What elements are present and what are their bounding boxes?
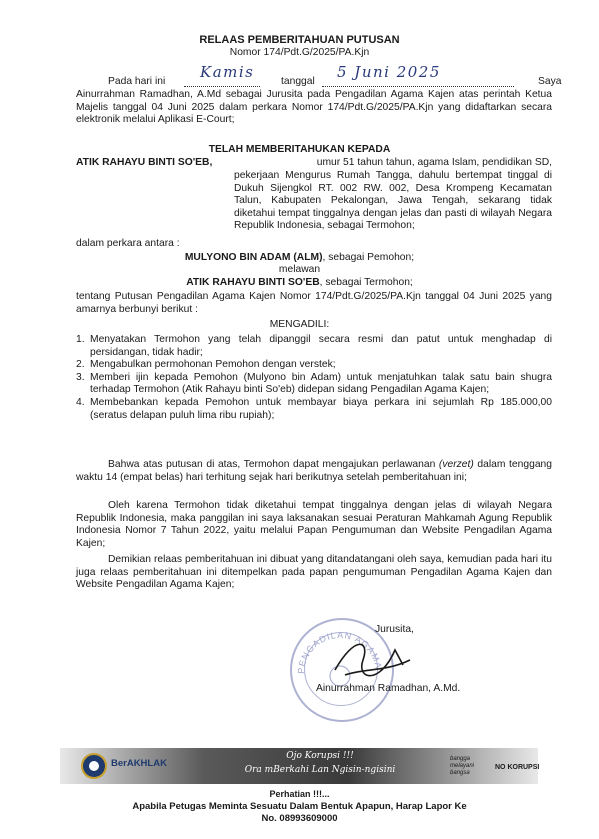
melawan: melawan [278,264,321,275]
pemohon-name: MULYONO BIN ADAM (ALM) [184,252,323,263]
termohon-line [0,277,599,290]
closing-paragraph-3: Demikian relaas pemberitahuan ini dibuat yang ditandatangani oleh saya, kemudian pada hari itu juga relaas pemberitahuan ini ditempelkan pada papan pengumuman Pengadilan Agama Kajen dan Website Pengadilan Agama Kajen; [76,554,552,591]
notified-heading: TELAH MEMBERITAHUKAN KEPADA [208,144,391,155]
closing-paragraph-2: Oleh karena Termohon tidak diketahui tempat tinggalnya dengan jelas di wilayah Negara Republik Indonesia, maka panggilan ini saya laksanakan sesuai Peraturan Mahkamah Agung Republik Indonesia Nomor 7 Tahun 2022, yaitu melalui Papan Pengumuman dan Website Pengadilan Agama Kajen; [76,500,552,549]
tanggal-handwritten: 5 Juni 2025 [337,63,441,81]
verdict-item: 1. Menyatakan Termohon yang telah dipanggil secara resmi dan patut untuk menghadap di persidangan, tidak hadir; [76,334,552,358]
notified-name: ATIK RAHAYU BINTI SO'EB, [76,157,213,168]
pemohon-role: , sebagai Pemohon; [322,252,415,263]
phone-number: No. 08993609000 [261,813,338,824]
decision-intro: tentang Putusan Pengadilan Agama Kajen Nomor 174/Pdt.G/2025/PA.Kjn tanggal 04 Juni 2025 yang amarnya berbunyi berikut : [76,291,552,315]
berakhlak-label: BerAKHLAK [111,758,167,769]
seal-text: PENGADILAN AGAMA [295,629,384,675]
verdict-item: 2. Mengabulkan permohonan Pemohon dengan verstek; [76,359,336,371]
termohon-role: , sebagai Termohon; [319,277,413,288]
notified-first-line: umur 51 tahun tahun, agama Islam, pendidikan SD, [316,157,552,168]
termohon-name: ATIK RAHAYU BINTI SO'EB [186,277,320,288]
verdict-item: 4. Membebankan kepada Pemohon untuk membayar biaya perkara ini sejumlah Rp 185.000,00 (seratus delapan puluh lima ribu rupiah); [76,396,552,421]
verdict-heading: MENGADILI: [269,319,330,330]
hari-handwritten: Kamis [200,63,255,81]
warning-text: Apabila Petugas Meminta Sesuatu Dalam Bentuk Apapun, Harap Lapor Ke [132,801,467,812]
opening-paragraph: Ainurrahman Ramadhan, A.Md sebagai Jurusita pada Pengadilan Agama Kajen atas perintah Ketua Majelis tanggal 04 Juni 2025 dalam perkara Nomor 174/Pdt.G/2025/PA.Kjn yang didaftarkan secara elektronik melalui Aplikasi E-Court; [76,89,552,126]
notified-details: pekerjaan Mengurus Rumah Tangga, dahulu bertempat tinggal di Dukuh Sijengkol RT. 002 RW. 002, Desa Krompeng Kecamatan Talun, Kabupaten Pekalongan, Jawa Tengah, sekarang tidak diketahui tempat tinggalnya dengan jelas dan pasti di wilayah Negara Republik Indonesia, sebagai Termohon; [234,170,552,232]
perhatian-label: Perhatian !!!... [269,789,330,799]
parties-intro: dalam perkara antara : [76,238,180,249]
document-title: RELAAS PEMBERITAHUAN PUTUSAN [199,34,400,46]
berakhlak-logo-icon [80,752,108,780]
signature-scribble [325,630,415,690]
pemohon-line [0,252,599,265]
opening-pada-hari: Pada hari ini [108,76,166,87]
signature-name: Ainurrahman Ramadhan, A.Md. [316,683,461,694]
slogan-2: Ora mBerkahi Lan Ngisin-ngisini [244,765,396,775]
no-korupsi-label: NO KORUPSI [495,764,540,771]
saya-label: Saya [538,76,562,87]
tanggal-label: tanggal [281,76,315,87]
bangga-melayani-label: bangga melayani bangsa [450,756,475,776]
signature-role: Jurusita, [375,624,414,635]
verdict-list [76,334,552,422]
verdict-item: 3. Memberi ijin kepada Pemohon (Mulyono bin Adam) untuk menjatuhkan talak satu bain shugra terhadap Termohon (Atik Rahayu binti So'eb) didepan sidang Pengadilan Agama Kajen; [76,371,552,396]
closing-paragraph-1: Bahwa atas putusan di atas, Termohon dapat mengajukan perlawanan (verzet) dalam tenggang waktu 14 (empat belas) hari terhitung sejak hari berikutnya setelah pemberitahuan ini; [76,459,552,483]
slogan-1: Ojo Korupsi !!! [286,751,354,761]
document-number: Nomor 174/Pdt.G/2025/PA.Kjn [229,47,370,58]
